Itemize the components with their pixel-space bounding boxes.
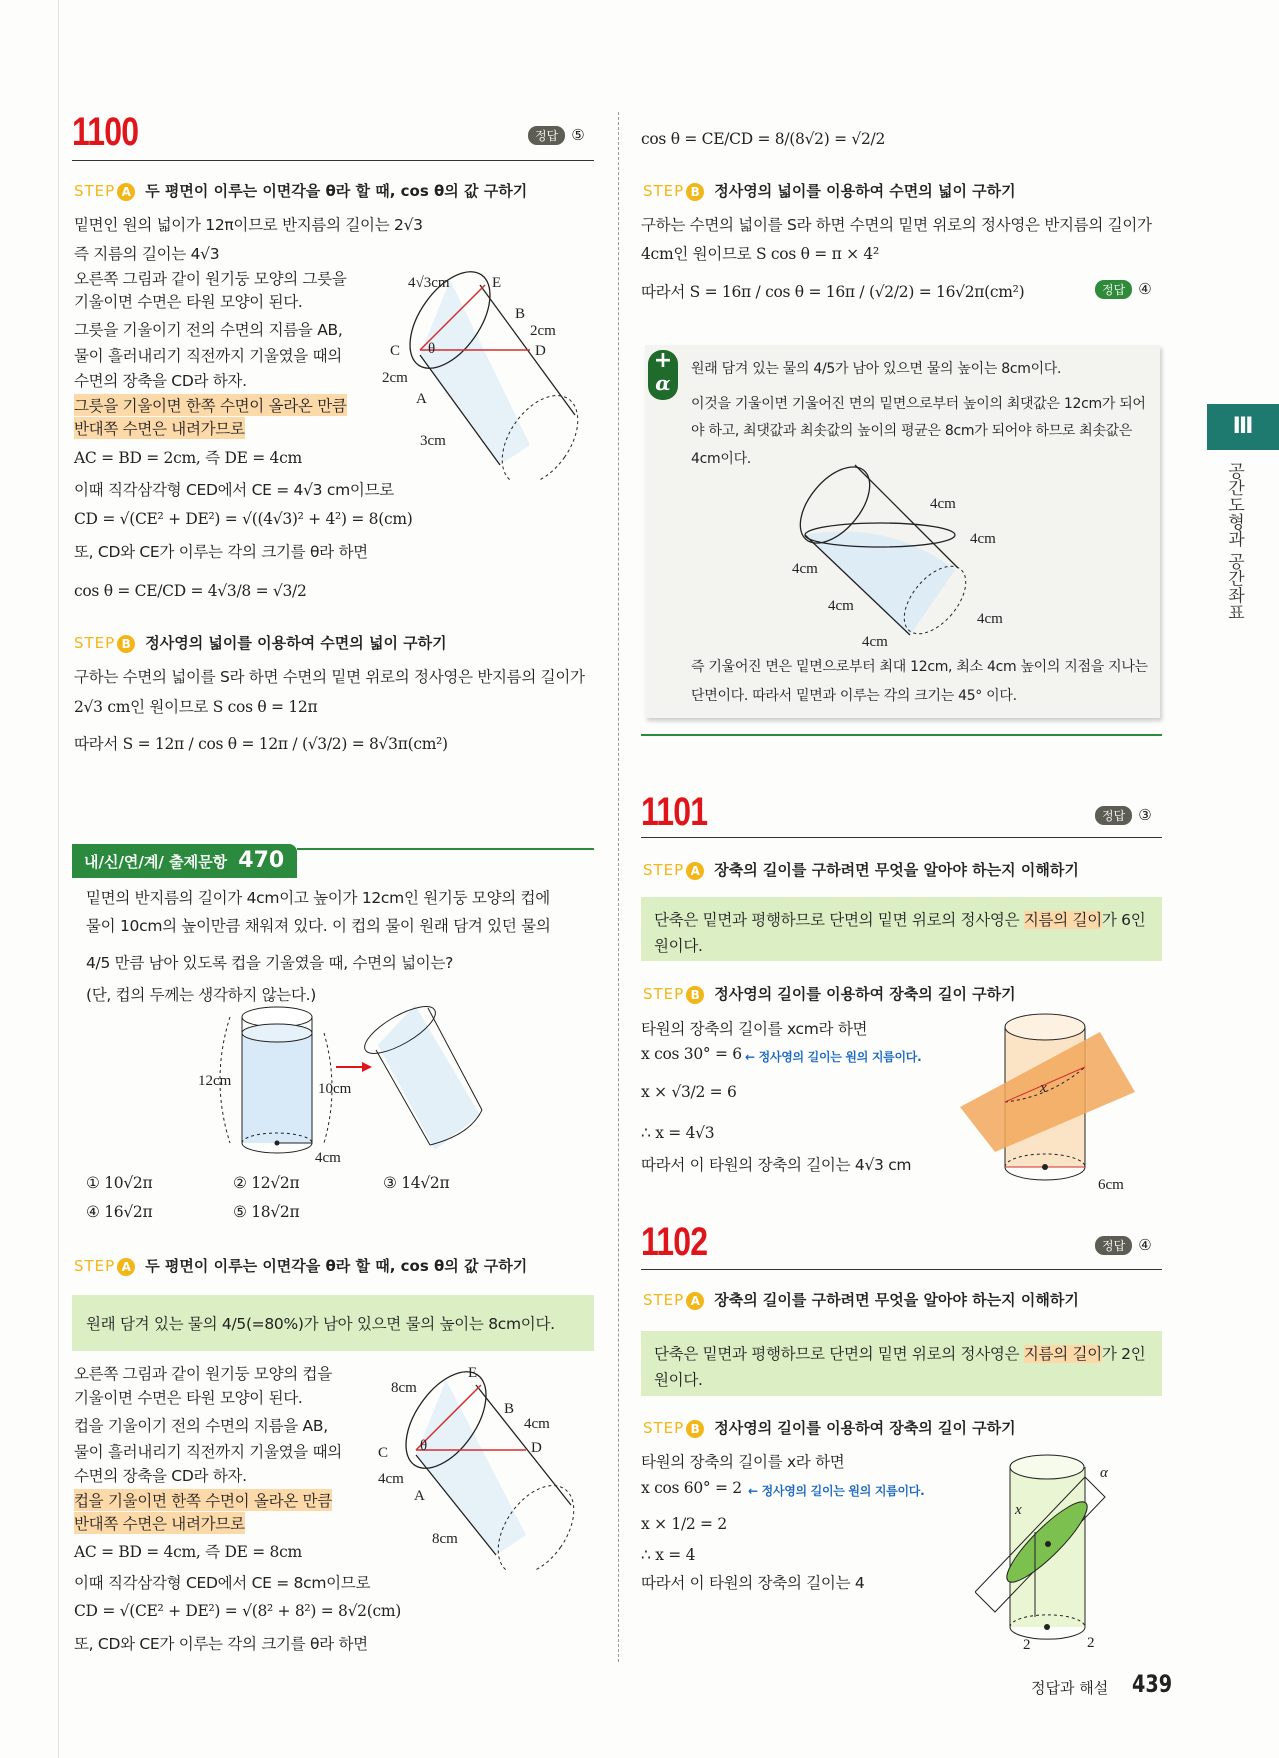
highlight-line: 반대쪽 수면은 내려가므로 <box>74 417 245 439</box>
figure-label: E <box>468 1365 478 1381</box>
step-a-heading <box>74 180 527 201</box>
answer-value: ③ <box>1138 806 1152 824</box>
figure-label: x <box>1015 1502 1022 1518</box>
divider <box>641 837 1162 838</box>
figure-label: 8cm <box>432 1531 458 1547</box>
column-divider <box>618 112 619 1662</box>
figure-label: 4cm <box>977 611 1003 627</box>
text-line: 따라서 이 타원의 장축의 길이는 4√3 cm <box>641 1156 912 1174</box>
text-line: 타원의 장축의 길이를 x라 하면 <box>641 1453 845 1471</box>
figure-label: 4cm <box>378 1471 404 1487</box>
step-letter: A <box>686 862 704 880</box>
text-line: 따라서 S = 12π / cos θ = 12π / (√3/2) = 8√3π(cm²) <box>74 735 448 753</box>
figure-label: 4√3cm <box>408 275 450 291</box>
step-b-heading <box>643 180 1016 201</box>
header-number: 470 <box>238 848 285 873</box>
step-label: STEP <box>643 1291 685 1309</box>
figure-label: 4cm <box>862 634 888 650</box>
step-label: STEP <box>643 182 685 200</box>
text-line: 이것을 기울이면 기울어진 면의 밑면으로부터 높이의 최댓값은 12cm가 되어 <box>691 396 1146 412</box>
tilted-cylinder-45-figure <box>790 460 1020 650</box>
figure-label: A <box>416 391 427 407</box>
figure-label: x <box>1040 1080 1047 1096</box>
box-text: 단축은 밑면과 평행하므로 단면의 밑면 위로의 정사영은 <box>654 911 1024 929</box>
text-line: 즉 지름의 길이는 4√3 <box>74 245 220 263</box>
step-title: 정사영의 길이를 이용하여 장축의 길이 구하기 <box>714 1419 1016 1437</box>
step-title: 정사영의 넓이를 이용하여 수면의 넓이 구하기 <box>714 182 1016 200</box>
figure-label: 2cm <box>530 323 556 339</box>
figure-label: B <box>515 306 526 322</box>
text-line: 따라서 이 타원의 장축의 길이는 4 <box>641 1574 865 1592</box>
answer-badge <box>1095 1236 1152 1255</box>
step-letter: B <box>686 986 704 1004</box>
figure-label: 4cm <box>315 1150 341 1165</box>
figure-label: 4cm <box>524 1416 550 1432</box>
text-line: 야 하고, 최댓값과 최솟값의 높이의 평균은 8cm가 되어야 하므로 최솟값은 <box>691 423 1133 439</box>
tilted-cylinder-figure <box>380 265 595 480</box>
text-line: 원래 담겨 있는 물의 4/5가 남아 있으면 물의 높이는 8cm이다. <box>691 361 1062 377</box>
figure-label: D <box>531 1440 542 1456</box>
answer-value: ④ <box>1138 1236 1152 1254</box>
page-margin-line <box>58 0 59 1758</box>
text-line: 물이 흘러내리기 직전까지 기울였을 때의 <box>74 1443 342 1461</box>
step-label: STEP <box>74 182 116 200</box>
step-label: STEP <box>643 985 685 1003</box>
page-number: 439 <box>1132 1670 1173 1698</box>
tilted-cup-figure <box>376 1365 591 1570</box>
answer-value: ⑤ <box>571 126 585 144</box>
highlight-line: 컵을 기울이면 한쪽 수면이 올라온 만큼 <box>74 1489 332 1511</box>
choice-4[interactable]: ④ 16√2π <box>86 1203 153 1221</box>
text-line: 이때 직각삼각형 CED에서 CE = 4√3 cm이므로 <box>74 481 394 499</box>
figure-label: 4cm <box>792 561 818 577</box>
figure-label: α <box>1100 1465 1108 1481</box>
text-line: 4cm인 원이므로 S cos θ = π × 4² <box>641 245 879 263</box>
problem-text: (단, 컵의 두께는 생각하지 않는다.) <box>86 986 317 1004</box>
text-line: 즉 기울어진 면은 밑면으로부터 최대 12cm, 최소 4cm 높이의 지점을 지나는 <box>691 659 1148 675</box>
figure-label: 2 <box>1023 1637 1031 1652</box>
text-line: CD = √(CE² + DE²) = √((4√3)² + 4²) = 8(cm) <box>74 510 413 528</box>
figure-label: θ <box>420 1438 428 1454</box>
figure-label: E <box>492 275 502 291</box>
box-highlight: 지름의 길이 <box>1023 1345 1102 1363</box>
problem-number: 1101 <box>641 790 708 834</box>
key-point-text: 원래 담겨 있는 물의 4/5(=80%)가 남아 있으면 물의 높이는 8cm이다. <box>86 1315 555 1333</box>
divider <box>72 160 594 161</box>
key-point-text <box>654 908 1145 930</box>
section-rule <box>641 734 1162 736</box>
figure-label: C <box>378 1445 389 1461</box>
text-line: cos θ = CE/CD = 4√3/8 = √3/2 <box>74 582 307 600</box>
text-line: 기울이면 수면은 타원 모양이 된다. <box>74 293 303 311</box>
text-line: 물이 흘러내리기 직전까지 기울였을 때의 <box>74 347 342 365</box>
answer-badge <box>528 126 585 145</box>
step-a-heading <box>643 1289 1079 1310</box>
box-text: 가 6인 <box>1101 911 1146 929</box>
text-line: 컵을 기울이기 전의 수면의 지름을 AB, <box>74 1417 328 1435</box>
step-title: 정사영의 길이를 이용하여 장축의 길이 구하기 <box>714 985 1016 1003</box>
text-line: 2√3 cm인 원이므로 S cos θ = 12π <box>74 698 318 716</box>
chapter-tab[interactable]: Ⅲ <box>1207 404 1279 450</box>
box-text: 단축은 밑면과 평행하므로 단면의 밑면 위로의 정사영은 <box>654 1345 1024 1363</box>
step-title: 장축의 길이를 구하려면 무엇을 알아야 하는지 이해하기 <box>714 1291 1079 1309</box>
text-line: 4cm이다. <box>691 451 751 467</box>
text-line: 또, CD와 CE가 이루는 각의 크기를 θ라 하면 <box>74 1635 368 1653</box>
step-label: STEP <box>74 634 116 652</box>
cup-figure <box>190 1005 500 1165</box>
step-letter: B <box>686 183 704 201</box>
text-line: 수면의 장축을 CD라 하자. <box>74 372 247 390</box>
key-point-text <box>654 1342 1145 1364</box>
text-line: ∴ x = 4√3 <box>641 1124 715 1142</box>
figure-label: θ <box>428 341 436 357</box>
text-line: ∴ x = 4 <box>641 1546 696 1564</box>
figure-label: 12cm <box>198 1073 232 1089</box>
step-b-heading <box>643 1417 1016 1438</box>
answer-value: ④ <box>1138 280 1152 298</box>
text-line: CD = √(CE² + DE²) = √(8² + 8²) = 8√2(cm) <box>74 1602 402 1620</box>
exam-link-header <box>72 844 297 878</box>
text-line: 타원의 장축의 길이를 xcm라 하면 <box>641 1020 868 1038</box>
step-letter: B <box>686 1420 704 1438</box>
figure-label: B <box>504 1401 515 1417</box>
step-title: 정사영의 넓이를 이용하여 수면의 넓이 구하기 <box>145 634 447 652</box>
cylinder-plane-figure <box>960 1012 1140 1192</box>
divider <box>641 1269 1162 1270</box>
header-rule <box>297 848 594 850</box>
key-point-text: 원이다. <box>654 1371 703 1389</box>
step-b-heading <box>74 632 447 653</box>
text-line: x cos 30° = 6 <box>641 1045 742 1063</box>
text-line: 밑면인 원의 넓이가 12π이므로 반지름의 길이는 2√3 <box>74 216 423 234</box>
text-line: 따라서 S = 16π / cos θ = 16π / (√2/2) = 16√2π(cm²) <box>641 283 1025 301</box>
figure-label: 2cm <box>382 370 408 386</box>
alpha-icon: α <box>655 371 671 395</box>
figure-label: A <box>414 1488 425 1504</box>
figure-label: 10cm <box>318 1081 352 1097</box>
figure-label: C <box>390 343 401 359</box>
plus-alpha-icon <box>648 350 678 400</box>
text-line: 수면의 장축을 CD라 하자. <box>74 1467 247 1485</box>
annotation-note: ← 정사영의 길이는 원의 지름이다. <box>745 1050 922 1064</box>
step-a-heading <box>643 859 1079 880</box>
problem-number: 1102 <box>641 1220 708 1264</box>
box-highlight: 지름의 길이 <box>1023 911 1102 929</box>
figure-label: 8cm <box>391 1380 417 1396</box>
step-b-heading <box>643 983 1016 1004</box>
figure-label: 4cm <box>930 496 956 512</box>
choice-5[interactable]: ⑤ 18√2π <box>233 1203 300 1221</box>
text-line: 오른쪽 그림과 같이 원기둥 모양의 컵을 <box>74 1365 332 1383</box>
chapter-title: 공간도형과 공간좌표 <box>1224 462 1244 621</box>
text-line: 오른쪽 그림과 같이 원기둥 모양의 그릇을 <box>74 270 347 288</box>
answer-badge <box>1095 806 1152 825</box>
text-line: AC = BD = 2cm, 즉 DE = 4cm <box>74 449 302 467</box>
figure-label: 4cm <box>970 531 996 547</box>
text-line: x × 1/2 = 2 <box>641 1515 727 1533</box>
figure-label: 6cm <box>1098 1177 1124 1192</box>
step-title: 두 평면이 이루는 이면각을 θ라 할 때, cos θ의 값 구하기 <box>145 182 528 200</box>
text-line: AC = BD = 4cm, 즉 DE = 8cm <box>74 1543 302 1561</box>
figure-label: 4cm <box>828 598 854 614</box>
text-line: x × √3/2 = 6 <box>641 1083 737 1101</box>
step-title: 장축의 길이를 구하려면 무엇을 알아야 하는지 이해하기 <box>714 861 1079 879</box>
answer-badge <box>1095 280 1152 299</box>
cylinder-plane-alpha-figure <box>975 1452 1135 1652</box>
text-line: x cos 60° = 2 <box>641 1479 742 1497</box>
key-point-text: 원이다. <box>654 937 703 955</box>
problem-number: 1100 <box>72 110 139 154</box>
answer-label: 정답 <box>1095 806 1132 825</box>
step-label: STEP <box>74 1257 116 1275</box>
step-letter: B <box>117 635 135 653</box>
problem-text: 물이 10cm의 높이만큼 채워져 있다. 이 컵의 물이 원래 담겨 있던 물의 <box>86 917 551 935</box>
choice-3[interactable]: ③ 14√2π <box>383 1174 450 1192</box>
header-label: 내/신/연/계/ 출제문항 <box>84 853 228 871</box>
figure-label: 3cm <box>420 433 446 449</box>
highlight-line: 그릇을 기울이면 한쪽 수면이 올라온 만큼 <box>74 394 347 416</box>
text-line: 이때 직각삼각형 CED에서 CE = 8cm이므로 <box>74 1574 371 1592</box>
step-letter: A <box>117 183 135 201</box>
step-title: 두 평면이 이루는 이면각을 θ라 할 때, cos θ의 값 구하기 <box>145 1257 528 1275</box>
step-a-heading <box>74 1255 527 1276</box>
choice-1[interactable]: ① 10√2π <box>86 1174 153 1192</box>
text-line: 그릇을 기울이기 전의 수면의 지름을 AB, <box>74 321 343 339</box>
annotation-note: ← 정사영의 길이는 원의 지름이다. <box>748 1484 925 1498</box>
figure-label: 2 <box>1087 1635 1095 1651</box>
text-line: 단면이다. 따라서 밑면과 이루는 각의 크기는 45° 이다. <box>691 688 1017 704</box>
choice-2[interactable]: ② 12√2π <box>233 1174 300 1192</box>
step-label: STEP <box>643 1419 685 1437</box>
figure-label: D <box>535 343 546 359</box>
problem-text: 밑면의 반지름의 길이가 4cm이고 높이가 12cm인 원기둥 모양의 컵에 <box>86 889 550 907</box>
box-text: 가 2인 <box>1101 1345 1146 1363</box>
text-line: 구하는 수면의 넓이를 S라 하면 수면의 밑면 위로의 정사영은 반지름의 길이가 <box>74 668 585 686</box>
text-line: 기울이면 수면은 타원 모양이 된다. <box>74 1389 303 1407</box>
text-line: cos θ = CE/CD = 8/(8√2) = √2/2 <box>641 130 886 148</box>
plus-icon: + <box>653 348 673 373</box>
answer-label: 정답 <box>1095 1236 1132 1255</box>
answer-label: 정답 <box>1095 280 1132 299</box>
text-line: 또, CD와 CE가 이루는 각의 크기를 θ라 하면 <box>74 543 368 561</box>
text-line: 구하는 수면의 넓이를 S라 하면 수면의 밑면 위로의 정사영은 반지름의 길이가 <box>641 216 1152 234</box>
step-label: STEP <box>643 861 685 879</box>
step-letter: A <box>686 1292 704 1310</box>
highlight-line: 반대쪽 수면은 내려가므로 <box>74 1512 245 1534</box>
problem-text: 4/5 만큼 남아 있도록 컵을 기울였을 때, 수면의 넓이는? <box>86 954 454 972</box>
answer-label: 정답 <box>528 126 565 145</box>
step-letter: A <box>117 1258 135 1276</box>
footer-label: 정답과 해설 <box>1031 1679 1109 1697</box>
